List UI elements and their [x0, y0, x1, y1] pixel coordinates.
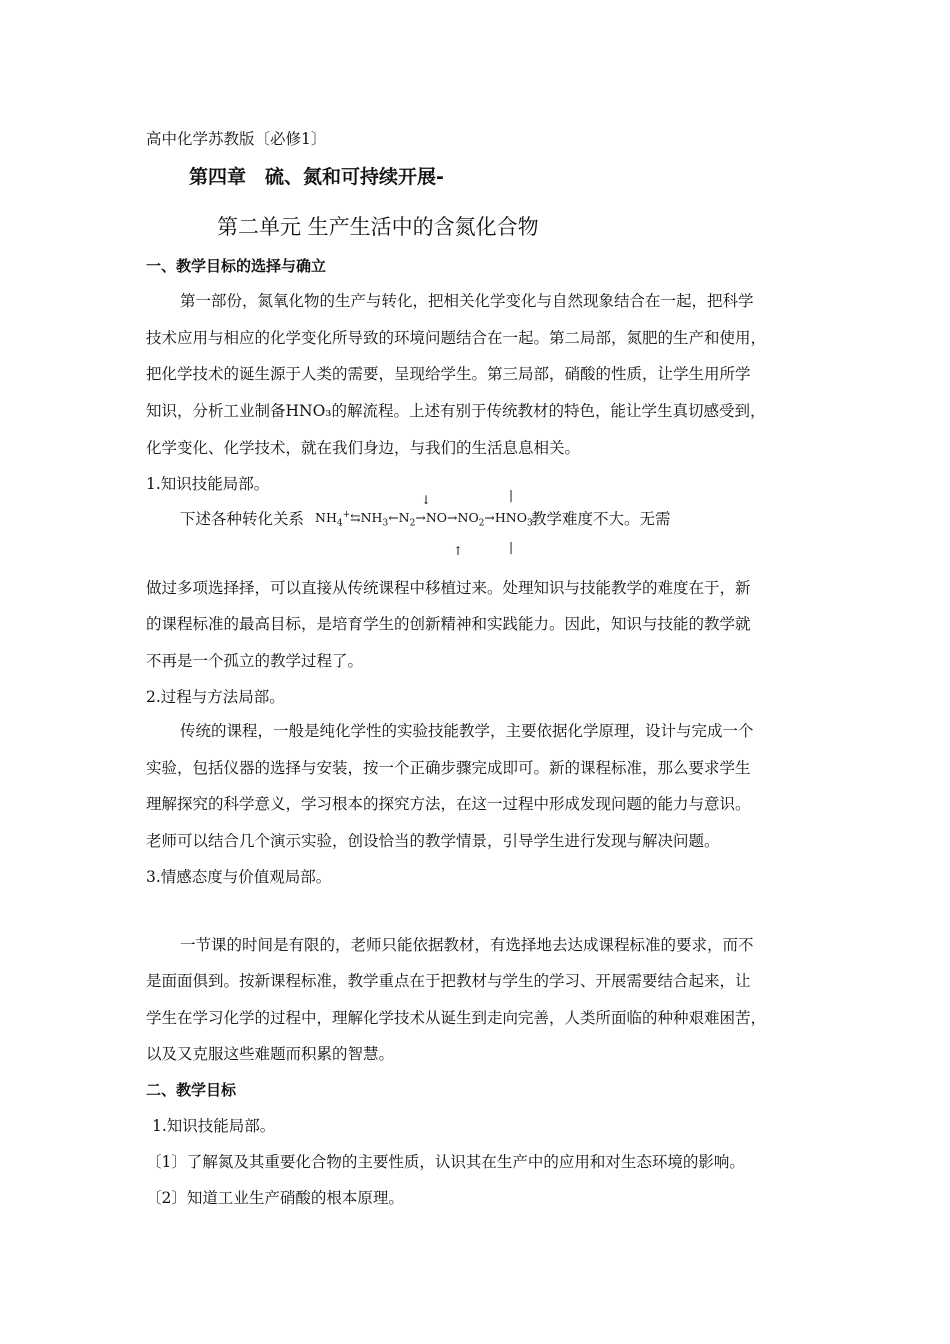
down-mark: ↓ [421, 493, 432, 507]
nh4-subscript: 4 [336, 518, 343, 529]
paragraph-line: 是面面俱到。按新课程标准，教学重点在于把教材与学生的学习、开展需要结合起来，让 [146, 972, 751, 990]
right-arrow: → [484, 510, 495, 526]
item-title: 3.情感态度与价值观局部。 [146, 868, 332, 886]
right-arrow: → [415, 510, 426, 526]
left-arrow: ← [388, 510, 399, 526]
unit-title: 第二单元 生产生活中的含氮化合物 [217, 215, 539, 239]
paragraph-line: 学生在学习化学的过程中，理解化学技术从诞生到走向完善，人类所面临的种种艰难困苦， [146, 1009, 767, 1027]
chem-equation [315, 510, 533, 529]
paragraph-line: 不再是一个孤立的教学过程了。 [146, 652, 364, 670]
right-arrow: → [447, 510, 458, 526]
n2-subscript: 2 [409, 518, 416, 529]
nh4-formula: NH [315, 510, 337, 526]
objective-point: 〔1〕了解氮及其重要化合物的主要性质，认识其在生产中的应用和对生态环境的影响。 [146, 1153, 745, 1171]
paragraph-line: 以及又克服这些难题而积累的智慧。 [146, 1045, 395, 1063]
bottom-bar: | [509, 540, 514, 554]
top-bar: | [509, 488, 514, 502]
paragraph-line: 的课程标准的最高目标，是培育学生的创新精神和实践能力。因此，知识与技能的教学就 [146, 615, 751, 633]
nh4-charge: + [342, 510, 351, 520]
paragraph-line: 化学变化、化学技术，就在我们身边，与我们的生活息息相关。 [146, 439, 581, 457]
paragraph-line: 做过多项选择择，可以直接从传统课程中移植过来。处理知识与技能教学的难度在于，新 [146, 579, 751, 597]
hno3-formula: HNO [494, 510, 527, 526]
n2-formula: N [398, 510, 410, 526]
paragraph-line: 把化学技术的诞生源于人类的需要，呈现给学生。第三局部，硝酸的性质，让学生用所学 [146, 365, 751, 383]
chem-intro: 下述各种转化关系 [180, 510, 305, 528]
nh3-subscript: 3 [382, 518, 389, 529]
hno3-subscript: 3 [527, 518, 533, 529]
no2-formula: NO [457, 510, 479, 526]
paragraph-line: 一节课的时间是有限的，老师只能依据教材，有选择地去达成课程标准的要求，而不 [180, 936, 754, 954]
section1-heading: 一、教学目标的选择与确立 [146, 257, 327, 275]
nh3-formula: NH [360, 510, 383, 526]
reversible-arrow: ⇆ [350, 510, 361, 526]
paragraph-line: 传统的课程，一般是纯化学性的实验技能教学，主要依据化学原理，设计与完成一个 [180, 722, 754, 740]
paragraph-line: 知识，分析工业制备HNO₃的解流程。上述有别于传统教材的特色，能让学生真切感受到， [146, 402, 766, 420]
item-title: 1.知识技能局部。 [152, 1117, 276, 1135]
item-title: 1.知识技能局部。 [146, 475, 270, 493]
paragraph-line: 理解探究的科学意义，学习根本的探究方法，在这一过程中形成发现问题的能力与意识。 [146, 795, 751, 813]
no2-subscript: 2 [478, 518, 485, 529]
chem-tail: 教学难度不大。无需 [531, 510, 671, 528]
up-mark: ↑ [453, 544, 464, 558]
section2-heading: 二、教学目标 [146, 1081, 237, 1099]
chapter-title: 第四章 硫、氮和可持续开展- [189, 166, 444, 188]
objective-point: 〔2〕知道工业生产硝酸的根本原理。 [146, 1189, 404, 1207]
paragraph-line: 技术应用与相应的化学变化所导致的环境问题结合在一起。第二局部，氮肥的生产和使用， [146, 329, 767, 347]
paragraph-line: 老师可以结合几个演示实验，创设恰当的教学情景，引导学生进行发现与解决问题。 [146, 832, 720, 850]
paragraph-line: 实验，包括仪器的选择与安装，按一个正确步骤完成即可。新的课程标准，那么要求学生 [146, 759, 751, 777]
paragraph-line: 第一部份，氮氧化物的生产与转化，把相关化学变化与自然现象结合在一起，把科学 [180, 292, 754, 310]
no-formula: NO [425, 510, 448, 526]
item-title: 2.过程与方法局部。 [146, 688, 285, 706]
doc-header: 高中化学苏教版〔必修1〕 [146, 130, 327, 148]
